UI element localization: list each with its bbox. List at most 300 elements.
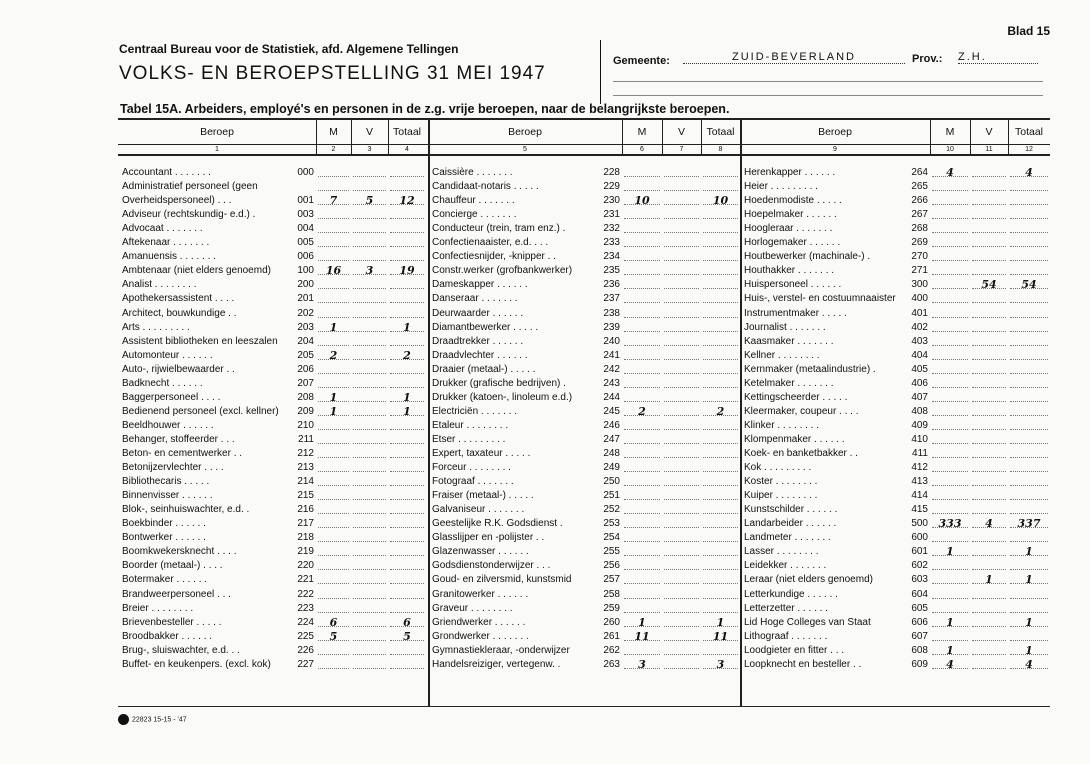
entry-line [972, 405, 1006, 416]
entry-line [624, 419, 660, 430]
entry-line [624, 503, 660, 514]
table-row [432, 545, 740, 558]
entry-line [664, 264, 699, 275]
column-number: 2 [331, 146, 336, 153]
entry-line [318, 658, 349, 669]
entry-line [318, 419, 349, 430]
occupation-name: Baggerpersoneel . . . . [122, 391, 221, 403]
gemeente-field[interactable]: ZUID-BEVERLAND [683, 51, 905, 64]
entry-line [703, 475, 738, 486]
occupation-code: 230 [603, 195, 620, 207]
totaal-value[interactable]: 4 [1025, 166, 1033, 179]
occupation-code: 408 [911, 405, 928, 417]
totaal-value[interactable]: 5 [403, 629, 411, 643]
occupation-name: Griendwerker . . . . . . [432, 616, 526, 628]
table-row [432, 531, 740, 544]
occupation-code: 215 [297, 490, 314, 502]
table-row [432, 588, 740, 601]
m-value[interactable]: 4 [946, 166, 954, 179]
occupation-code: 300 [911, 279, 928, 291]
entry-line [624, 447, 660, 458]
entry-line [664, 419, 699, 430]
occupation-code: 006 [297, 251, 314, 263]
totaal-value[interactable]: 54 [1021, 278, 1037, 292]
occupation-code: 265 [911, 181, 928, 193]
occupation-name: Danseraar . . . . . . . [432, 293, 518, 305]
entry-line [318, 531, 349, 542]
entry-line [664, 644, 699, 655]
table-row [432, 630, 740, 643]
entry-line [664, 573, 699, 584]
occupation-code: 414 [911, 490, 928, 502]
entry-line [390, 503, 424, 514]
m-value[interactable]: 2 [638, 404, 646, 418]
totaal-value[interactable]: 10 [712, 194, 729, 208]
entry-line [624, 391, 660, 402]
table-row [744, 194, 1050, 207]
m-value[interactable]: 1 [638, 615, 646, 629]
table-row [432, 658, 740, 671]
entry-line [390, 292, 424, 303]
occupation-name: Architect, bouwkundige . . [122, 307, 237, 319]
occupation-name: Goud- en zilversmid, kunstsmid [432, 574, 572, 586]
occupation-name: Galvaniseur . . . . . . . [432, 504, 525, 516]
m-value[interactable]: 1 [946, 643, 954, 657]
m-value[interactable]: 6 [329, 615, 338, 629]
entry-line [353, 250, 386, 261]
entry-line [703, 166, 738, 177]
entry-line [390, 658, 424, 669]
entry-line [318, 461, 349, 472]
occupation-code: 221 [297, 574, 314, 586]
occupation-name: Badknecht . . . . . . [122, 377, 203, 389]
totaal-value[interactable]: 1 [403, 320, 411, 334]
entry-line [703, 363, 738, 374]
table-row [432, 377, 740, 390]
table-row [122, 531, 426, 544]
m-value[interactable]: 1 [329, 404, 338, 418]
entry-line [932, 531, 968, 542]
entry-line [664, 194, 699, 205]
table-row [432, 278, 740, 291]
table-row [432, 236, 740, 249]
occupation-code: 226 [297, 644, 314, 656]
occupation-code: 252 [603, 504, 620, 516]
entry-line [932, 222, 968, 233]
table-row [122, 433, 426, 446]
occupation-code: 233 [603, 237, 620, 249]
occupation-name: Boekbinder . . . . . . [122, 518, 206, 530]
print-code: 22823 15-15 - '47 [132, 716, 187, 724]
column-number: 4 [405, 146, 409, 153]
entry-line [972, 307, 1006, 318]
occupation-name: Klinker . . . . . . . . [744, 419, 820, 431]
table-row [122, 461, 426, 474]
occupation-name: Draadvlechter . . . . . . [432, 349, 528, 361]
totaal-value[interactable]: 1 [403, 404, 411, 418]
entry-line [972, 377, 1006, 388]
occupation-code: 235 [603, 265, 620, 277]
occupation-name: Etser . . . . . . . . . [432, 433, 506, 445]
v-value[interactable]: 4 [985, 517, 993, 531]
occupation-name: Klompenmaker . . . . . . [744, 433, 845, 445]
table-row [122, 573, 426, 586]
occupation-code: 251 [603, 490, 620, 502]
totaal-value[interactable]: 11 [712, 629, 729, 643]
m-value[interactable]: 333 [938, 517, 962, 531]
entry-line [664, 363, 699, 374]
section-divider [740, 120, 742, 706]
entry-line [624, 644, 660, 655]
entry-line [664, 616, 699, 627]
m-value[interactable]: 1 [946, 545, 954, 559]
entry-line [624, 222, 660, 233]
occupation-name: Draaier (metaal-) . . . . . [432, 363, 536, 375]
entry-line [972, 588, 1006, 599]
entry-line [664, 658, 699, 669]
entry-line [624, 588, 660, 599]
table-row [432, 166, 740, 179]
entry-line [703, 236, 738, 247]
occupation-name: Heier . . . . . . . . . [744, 181, 818, 193]
m-value[interactable]: 7 [329, 194, 338, 208]
occupation-code: 404 [911, 349, 928, 361]
occupation-code: 223 [297, 602, 314, 614]
table-row [744, 658, 1050, 671]
v-header: V [985, 126, 993, 138]
occupation-code: 607 [911, 630, 928, 642]
occupation-name: Handelsreiziger, vertegenw. . [432, 658, 561, 670]
occupation-code: 212 [297, 448, 314, 459]
occupation-name: Huis-, verstel- en costuumnaaister [744, 293, 896, 305]
gemeente-label: Gemeente: [613, 55, 670, 67]
entry-line [353, 377, 386, 388]
entry-line [703, 335, 738, 346]
province-label: Prov.: [912, 53, 943, 65]
occupation-code: 202 [297, 307, 314, 319]
occupation-name: Loodgieter en fitter . . . [744, 644, 845, 656]
printer-logo-icon [118, 714, 129, 725]
occupation-code: 270 [911, 251, 928, 263]
occupation-code: 236 [603, 279, 620, 291]
entry-line [390, 419, 424, 430]
occupation-name: Adviseur (rechtskundig- e.d.) . [122, 209, 256, 221]
totaal-value[interactable]: 1 [1025, 615, 1033, 629]
occupation-code: 208 [297, 391, 314, 403]
m-value[interactable]: 1 [946, 615, 954, 629]
occupation-code: 253 [603, 518, 620, 530]
entry-line [318, 588, 349, 599]
table-row [744, 461, 1050, 474]
entry-line [972, 644, 1006, 655]
entry-line [932, 349, 968, 360]
entry-line [318, 503, 349, 514]
occupation-code: 211 [298, 433, 314, 445]
table-row [122, 335, 426, 348]
entry-line [932, 180, 968, 191]
entry-line [390, 363, 424, 374]
entry-line [624, 278, 660, 289]
entry-line [664, 545, 699, 556]
occupation-name: Koek- en banketbakker . . [744, 448, 858, 459]
entry-line [932, 630, 968, 641]
entry-line [1010, 531, 1048, 542]
occupation-name: Lid Hoge Colleges van Staat [744, 616, 871, 628]
occupation-name: Kunstschilder . . . . . . [744, 504, 838, 516]
occupation-code: 210 [297, 419, 314, 431]
occupation-code: 256 [603, 560, 620, 572]
occupation-name: Herenkapper . . . . . . [744, 167, 836, 178]
table-row [744, 616, 1050, 629]
occupation-name: Apothekersassistent . . . . [122, 293, 235, 305]
table-row [432, 559, 740, 572]
entry-line [624, 335, 660, 346]
table-row [122, 208, 426, 221]
entry-line [390, 545, 424, 556]
table-row [432, 405, 740, 418]
occupation-code: 217 [297, 518, 314, 530]
entry-line [932, 503, 968, 514]
occupation-code: 255 [603, 546, 620, 558]
table-row [122, 630, 426, 643]
entry-line [932, 461, 968, 472]
totaal-value[interactable]: 19 [399, 264, 415, 278]
occupation-code: 200 [297, 279, 314, 291]
m-value[interactable]: 1 [329, 320, 338, 334]
entry-line [318, 447, 349, 458]
entry-line [624, 545, 660, 556]
table-row [744, 433, 1050, 446]
v-header: V [365, 126, 373, 138]
entry-line [353, 166, 386, 177]
table-row [744, 559, 1050, 572]
entry-line [390, 573, 424, 584]
totaal-value[interactable]: 1 [403, 390, 411, 404]
table-row [432, 391, 740, 404]
province-field[interactable]: Z.H. [958, 51, 1038, 64]
table-row [744, 419, 1050, 432]
entry-line [703, 503, 738, 514]
v-value[interactable]: 1 [985, 573, 993, 587]
table-row [122, 658, 426, 671]
entry-line [932, 278, 968, 289]
table-bottom-rule [118, 706, 1050, 707]
entry-line [932, 573, 968, 584]
v-value[interactable]: 3 [365, 264, 374, 278]
occupation-code: 237 [603, 293, 620, 305]
table-row [122, 250, 426, 263]
table-row [432, 222, 740, 235]
entry-line [703, 222, 738, 233]
entry-line [390, 250, 424, 261]
entry-line [972, 349, 1006, 360]
totaal-value[interactable]: 2 [716, 404, 725, 418]
occupation-name: Landarbeider . . . . . . [744, 518, 837, 530]
m-value[interactable]: 11 [634, 629, 650, 643]
occupation-code: 259 [603, 602, 620, 614]
entry-line [1010, 264, 1048, 275]
entry-line [1010, 363, 1048, 374]
entry-line [624, 307, 660, 318]
occupation-code: 216 [297, 504, 314, 516]
header-rule [118, 144, 1050, 145]
table-row [744, 349, 1050, 362]
occupation-code: 245 [603, 405, 620, 417]
entry-line [664, 180, 699, 191]
occupation-name: Drukker (grafische bedrijven) . [432, 377, 566, 389]
m-value[interactable]: 5 [329, 629, 338, 643]
occupation-name: Kettingscheerder . . . . . [744, 391, 848, 403]
table-row [432, 475, 740, 488]
m-value[interactable]: 1 [329, 390, 338, 404]
entry-line [624, 433, 660, 444]
entry-line [664, 278, 699, 289]
entry-line [932, 489, 968, 500]
entry-line [1010, 602, 1048, 613]
entry-line [703, 602, 738, 613]
occupation-name: Electriciën . . . . . . . [432, 405, 518, 417]
occupation-name: Gymnastiekleraar, -onderwijzer [432, 644, 570, 656]
occupation-name: Landmeter . . . . . . . [744, 532, 831, 544]
table-row [122, 419, 426, 432]
entry-line [390, 307, 424, 318]
occupation-code: 407 [911, 391, 928, 403]
occupation-code: 411 [912, 448, 928, 459]
entry-line [972, 250, 1006, 261]
entry-line [624, 531, 660, 542]
occupation-name: Boomkwekersknecht . . . . [122, 546, 237, 558]
occupation-name: Drukker (katoen-, linoleum e.d.) [432, 391, 573, 403]
entry-line [972, 630, 1006, 641]
occupation-name: Binnenvisser . . . . . . [122, 490, 213, 502]
table-row [432, 194, 740, 207]
entry-line [1010, 236, 1048, 247]
table-row [122, 545, 426, 558]
entry-line [972, 475, 1006, 486]
entry-line [703, 461, 738, 472]
entry-line [1010, 194, 1048, 205]
entry-line [972, 391, 1006, 402]
occupation-code: 261 [603, 630, 620, 642]
entry-line [664, 349, 699, 360]
entry-line [1010, 222, 1048, 233]
totaal-value[interactable]: 4 [1025, 657, 1033, 671]
entry-line [318, 489, 349, 500]
entry-line [664, 321, 699, 332]
table-row [122, 616, 426, 629]
occupation-name: Botermaker . . . . . . [122, 574, 208, 586]
totaal-value[interactable]: 2 [403, 348, 411, 362]
entry-line [624, 208, 660, 219]
table-row [122, 517, 426, 530]
occupation-name: Ketelmaker . . . . . . . [744, 377, 834, 389]
v-header: V [677, 126, 685, 138]
m-value[interactable]: 10 [634, 194, 650, 208]
occupation-code: 400 [911, 293, 928, 305]
occupation-code: 405 [911, 363, 928, 375]
entry-line [390, 588, 424, 599]
table-row [744, 335, 1050, 348]
totaal-value[interactable]: 337 [1017, 517, 1041, 531]
entry-line [318, 573, 349, 584]
table-row [744, 405, 1050, 418]
entry-line [353, 419, 386, 430]
occupation-name: Amanuensis . . . . . . . [122, 251, 216, 263]
entry-line [1010, 180, 1048, 191]
occupation-name: Arts . . . . . . . . . [122, 321, 190, 333]
entry-line [353, 321, 386, 332]
occupation-code: 269 [911, 237, 928, 249]
entry-line [932, 588, 968, 599]
m-value[interactable]: 16 [325, 264, 342, 278]
totaal-value[interactable]: 3 [716, 657, 725, 671]
m-value[interactable]: 3 [638, 657, 646, 671]
table-row [744, 307, 1050, 320]
occupation-name: Huispersoneel . . . . . . [744, 279, 842, 291]
totaal-value[interactable]: 1 [1025, 545, 1033, 559]
entry-line [703, 517, 738, 528]
entry-line [932, 447, 968, 458]
occupation-name: Letterkundige . . . . . . [744, 588, 838, 600]
entry-line [703, 588, 738, 599]
entry-line [972, 363, 1006, 374]
occupation-name: Geestelijke R.K. Godsdienst . [432, 518, 563, 530]
occupation-code: 262 [603, 644, 620, 656]
m-value[interactable]: 4 [946, 657, 954, 671]
entry-line [624, 559, 660, 570]
m-header: M [637, 126, 647, 138]
entry-line [390, 166, 424, 177]
occupation-name: Analist . . . . . . . . [122, 279, 197, 291]
totaal-value[interactable]: 12 [399, 194, 415, 208]
table-row [432, 461, 740, 474]
totaal-value[interactable]: 1 [1025, 643, 1033, 657]
occupation-name: Letterzetter . . . . . . [744, 602, 828, 614]
table-row [122, 489, 426, 502]
sheet-number: Blad 15 [1007, 24, 1050, 38]
occupation-name: Beeldhouwer . . . . . . [122, 419, 214, 431]
table-row [744, 292, 1050, 305]
table-row [122, 602, 426, 615]
occupation-code: 219 [297, 546, 314, 558]
table-row [122, 278, 426, 291]
entry-line [664, 517, 699, 528]
v-value[interactable]: 54 [981, 278, 997, 292]
occupation-code: 240 [603, 335, 620, 347]
entry-line [318, 278, 349, 289]
v-value[interactable]: 5 [365, 194, 374, 208]
occupation-code: 249 [603, 462, 620, 474]
entry-line [703, 307, 738, 318]
occupation-code: 271 [911, 265, 928, 277]
occupation-name: Kok . . . . . . . . . [744, 462, 812, 474]
totaal-header: Totaal [392, 126, 422, 138]
entry-line [932, 419, 968, 430]
occupation-name: Accountant . . . . . . . [122, 167, 211, 178]
entry-line [932, 307, 968, 318]
totaal-value[interactable]: 1 [1025, 573, 1033, 587]
entry-line [1010, 250, 1048, 261]
column-number: 5 [523, 146, 527, 153]
m-value[interactable]: 2 [329, 348, 338, 362]
occupation-code: 605 [911, 602, 928, 614]
table-row [122, 194, 426, 207]
totaal-value[interactable]: 6 [403, 615, 411, 629]
occupation-code: 415 [911, 504, 928, 516]
entry-line [318, 208, 349, 219]
totaal-value[interactable]: 1 [716, 615, 725, 629]
occupation-code: 263 [603, 658, 620, 670]
